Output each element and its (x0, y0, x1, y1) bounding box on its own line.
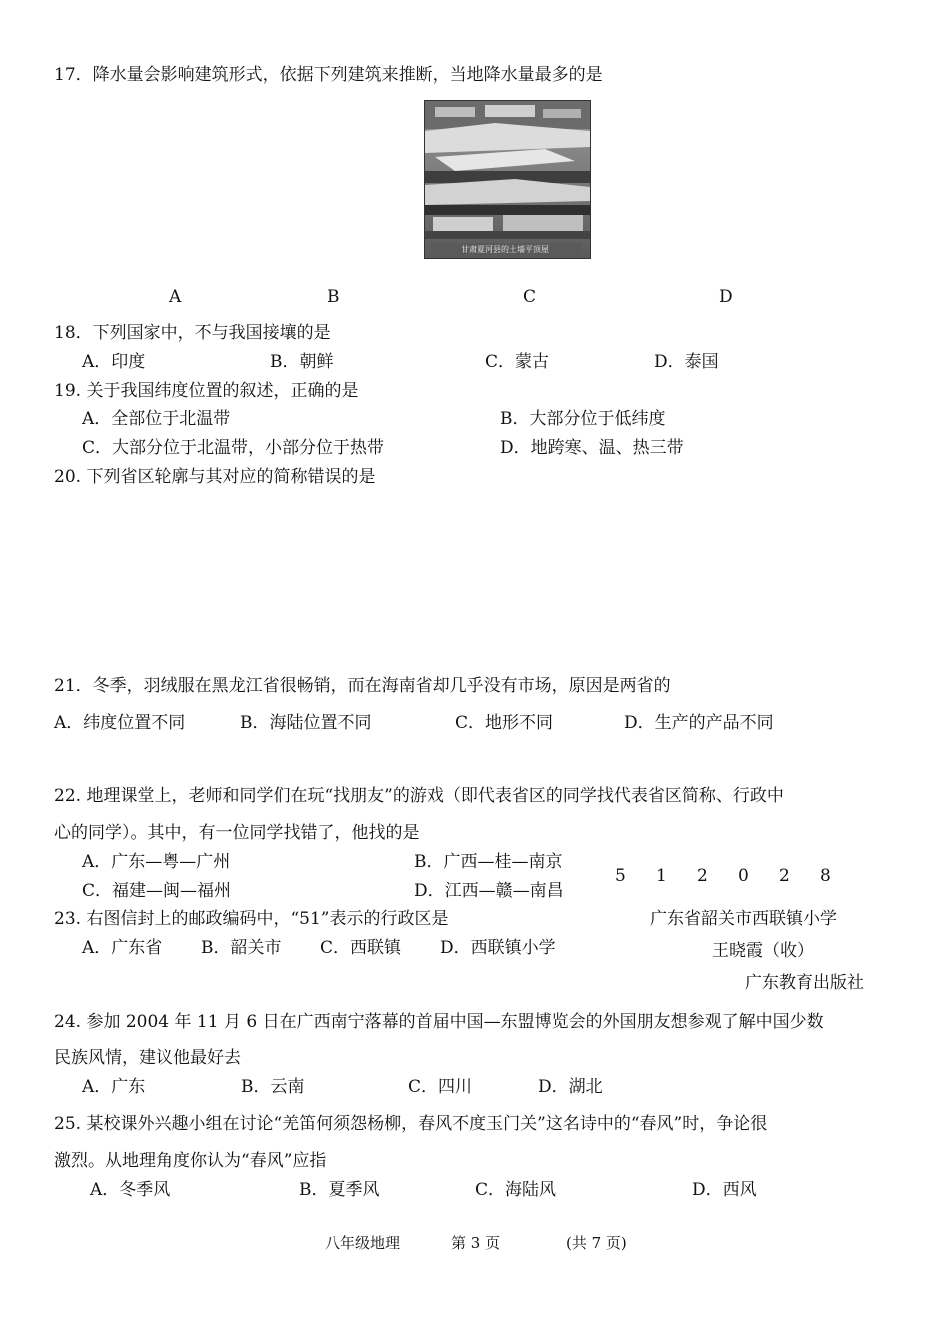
q21-stem: 21．冬季，羽绒服在黑龙江省很畅销，而在海南省却几乎没有市场，原因是两省的 (54, 676, 671, 696)
flat-roof-houses-image (425, 101, 590, 258)
q23-stem: 23. 右图信封上的邮政编码中，“51”表示的行政区是 (54, 909, 449, 929)
q24-option-b: B．云南 (241, 1077, 305, 1097)
q19-option-a: A．全部位于北温带 (82, 409, 231, 429)
q17-photo (424, 100, 591, 259)
footer-total-pages: (共 7 页) (566, 1234, 627, 1252)
q19-option-b: B．大部分位于低纬度 (500, 409, 666, 429)
q22-option-d: D．江西—赣—南昌 (414, 881, 564, 901)
q24-option-a: A．广东 (82, 1077, 146, 1097)
q24-option-c: C．四川 (408, 1077, 473, 1097)
q18-option-a: A．印度 (82, 352, 146, 372)
q17-option-c: C (523, 287, 537, 307)
q24-stem-line1: 24. 参加 2004 年 11 月 6 日在广西南宁落幕的首届中国—东盟博览会的外国朋友想参观了解中国少数 (54, 1012, 824, 1032)
q19-option-c: C．大部分位于北温带，小部分位于热带 (82, 438, 385, 458)
postcode-digit: 8 (820, 866, 831, 886)
q22-option-b: B．广西—桂—南京 (414, 852, 563, 872)
q22-stem-line1: 22. 地理课堂上，老师和同学们在玩“找朋友”的游戏（即代表省区的同学找代表省区简称、行政中 (54, 786, 784, 806)
q18-option-c: C．蒙古 (485, 352, 550, 372)
q19-option-d: D．地跨寒、温、热三带 (500, 438, 684, 458)
q21-option-d: D．生产的产品不同 (624, 713, 774, 733)
q18-option-d: D．泰国 (654, 352, 719, 372)
q24-stem-line2: 民族风情，建议他最好去 (54, 1048, 241, 1068)
q22-option-a: A．广东—粤—广州 (82, 852, 231, 872)
q17-option-a: A (169, 287, 182, 307)
q22-option-c: C．福建—闽—福州 (82, 881, 232, 901)
q17-stem: 17．降水量会影响建筑形式，依据下列建筑来推断，当地降水量最多的是 (54, 65, 603, 85)
q23-option-d: D．西联镇小学 (440, 938, 556, 958)
postcode-digit: 5 (615, 866, 626, 886)
q19-stem: 19. 关于我国纬度位置的叙述，正确的是 (54, 381, 359, 401)
q25-option-d: D．西风 (692, 1180, 757, 1200)
q23-option-a: A．广东省 (82, 938, 163, 958)
q25-stem-line2: 激烈。从地理角度你认为“春风”应指 (54, 1151, 327, 1171)
postcode-digit: 1 (656, 866, 667, 886)
footer-subject: 八年级地理 (325, 1234, 401, 1252)
envelope-recipient: 王晓霞（收） (712, 941, 814, 961)
postcode-digit: 2 (779, 866, 790, 886)
q21-option-c: C．地形不同 (455, 713, 554, 733)
envelope-address: 广东省韶关市西联镇小学 (650, 909, 837, 929)
q25-option-a: A．冬季风 (90, 1180, 171, 1200)
q17-option-d: D (719, 287, 733, 307)
q18-option-b: B．朝鲜 (270, 352, 334, 372)
q17-option-b: B (327, 287, 340, 307)
photo-caption: 甘肃夏河县的土墙平顶屋 (461, 245, 549, 254)
postcode-digit: 2 (697, 866, 708, 886)
footer-page-number: 第 3 页 (451, 1234, 501, 1252)
q18-stem: 18．下列国家中，不与我国接壤的是 (54, 323, 331, 343)
q25-stem-line1: 25. 某校课外兴趣小组在讨论“羌笛何须怨杨柳，春风不度玉门关”这名诗中的“春风”时，争论很 (54, 1114, 768, 1134)
q21-option-a: A．纬度位置不同 (54, 713, 186, 733)
q25-option-b: B．夏季风 (299, 1180, 380, 1200)
q20-stem: 20. 下列省区轮廓与其对应的简称错误的是 (54, 467, 376, 487)
q22-stem-line2: 心的同学）。其中，有一位同学找错了，他找的是 (54, 823, 420, 843)
q25-option-c: C．海陆风 (475, 1180, 557, 1200)
postcode-digit: 0 (738, 866, 749, 886)
q23-option-c: C．西联镇 (320, 938, 402, 958)
q23-option-b: B．韶关市 (201, 938, 282, 958)
envelope-sender: 广东教育出版社 (745, 973, 864, 993)
q21-option-b: B．海陆位置不同 (240, 713, 372, 733)
q24-option-d: D．湖北 (538, 1077, 603, 1097)
